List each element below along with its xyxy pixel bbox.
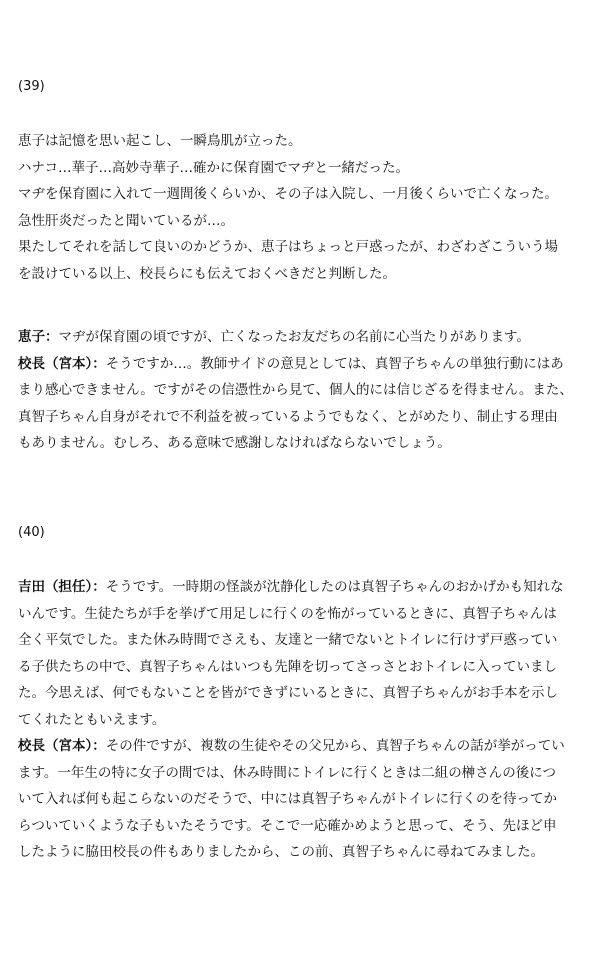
dialogue-line: らついていくような子もいたそうです。そこで一応確かめようと思って、そう、先ほど申 (18, 817, 557, 834)
section-40-dialogue (18, 574, 592, 866)
dialogue-line: 真智子ちゃん自身がそれで不利益を被っているようでもなく、とがめたり、制止する理由 (18, 408, 558, 425)
dialogue-text: そうですか…。教師サイドの意見としては、真智子ちゃんの単独行動にはあ (105, 355, 564, 372)
narrative-line: マヂを保育園に入れて一週間後くらいか、その子は入院し、一月後くらいで亡くなった。 (18, 186, 558, 202)
section-39-narrative (18, 128, 592, 287)
speaker-label: 校長（宮本）： (18, 738, 106, 754)
narrative-line: ハナコ…華子…高妙寺華子…確かに保育園でマヂと一緒だった。 (18, 159, 409, 176)
narrative-line: 果たしてそれを話して良いのかどうか、恵子はちょっと戸惑ったが、わざわざこういう場 (18, 239, 558, 255)
dialogue-line (18, 324, 592, 351)
speaker-label: 校長（宮本）： (18, 355, 106, 372)
section-39-dialogue (18, 324, 592, 457)
dialogue-line (18, 574, 592, 601)
dialogue-line: ます。一年生の特に女子の間では、休み時間にトイレに行くときは二組の榊さんの後につ (18, 764, 556, 781)
dialogue-line (18, 733, 592, 760)
dialogue-line (18, 351, 592, 378)
dialogue-line: 全く平気でした。また休み時間でさえも、友達と一緒でないとトイレに行けず戸惑ってい (18, 632, 558, 648)
speaker-label: 恵子： (18, 329, 59, 345)
dialogue-line: る子供たちの中で、真智子ちゃんはいつも先陣を切ってさっさとおトイレに入っていまし (18, 658, 558, 675)
dialogue-line: したように脇田校長の件もありましたから、この前、真智子ちゃんに尋ねてみました。 (18, 844, 545, 860)
dialogue-text: マヂが保育園の頃ですが、亡くなったお友だちの名前に心当たりがあります。 (58, 329, 530, 345)
section-39-number: (39) (18, 79, 45, 94)
narrative-line: を設けている以上、校長らにも伝えておくべきだと判断した。 (18, 265, 396, 282)
dialogue-line: いんです。生徒たちが手を挙げて用足しに行くのを怖がっているときに、真智子ちゃんは (18, 605, 557, 622)
narrative-line: 恵子は記憶を思い起こし、一瞬鳥肌が立った。 (18, 133, 302, 149)
dialogue-line: まり感心できません。ですがその信憑性から見て、個人的には信じざるを得ません。また、 (18, 382, 573, 398)
dialogue-line: もありません。むしろ、ある意味で感謝しなければならないでしょう。 (18, 435, 451, 451)
dialogue-line: てくれたともいえます。 (18, 711, 166, 728)
narrative-line: 急性肝炎だったと聞いているが…。 (18, 212, 234, 229)
dialogue-line: いて入れば何も起こらないのだそうで、中には真智子ちゃんがトイレに行くのを待ってか (18, 791, 558, 807)
dialogue-line: た。今思えば、何でもないことを皆ができずにいるときに、真智子ちゃんがお手本を示し (18, 685, 558, 701)
dialogue-text: その件ですが、複数の生徒やその父兄から、真智子ちゃんの話が挙がってい (105, 738, 565, 754)
section-40-number: (40) (18, 525, 45, 540)
dialogue-text: そうです。一時期の怪談が沈静化したのは真智子ちゃんのおかげかも知れな (105, 579, 564, 595)
speaker-label: 吉田（担任）： (18, 579, 106, 595)
